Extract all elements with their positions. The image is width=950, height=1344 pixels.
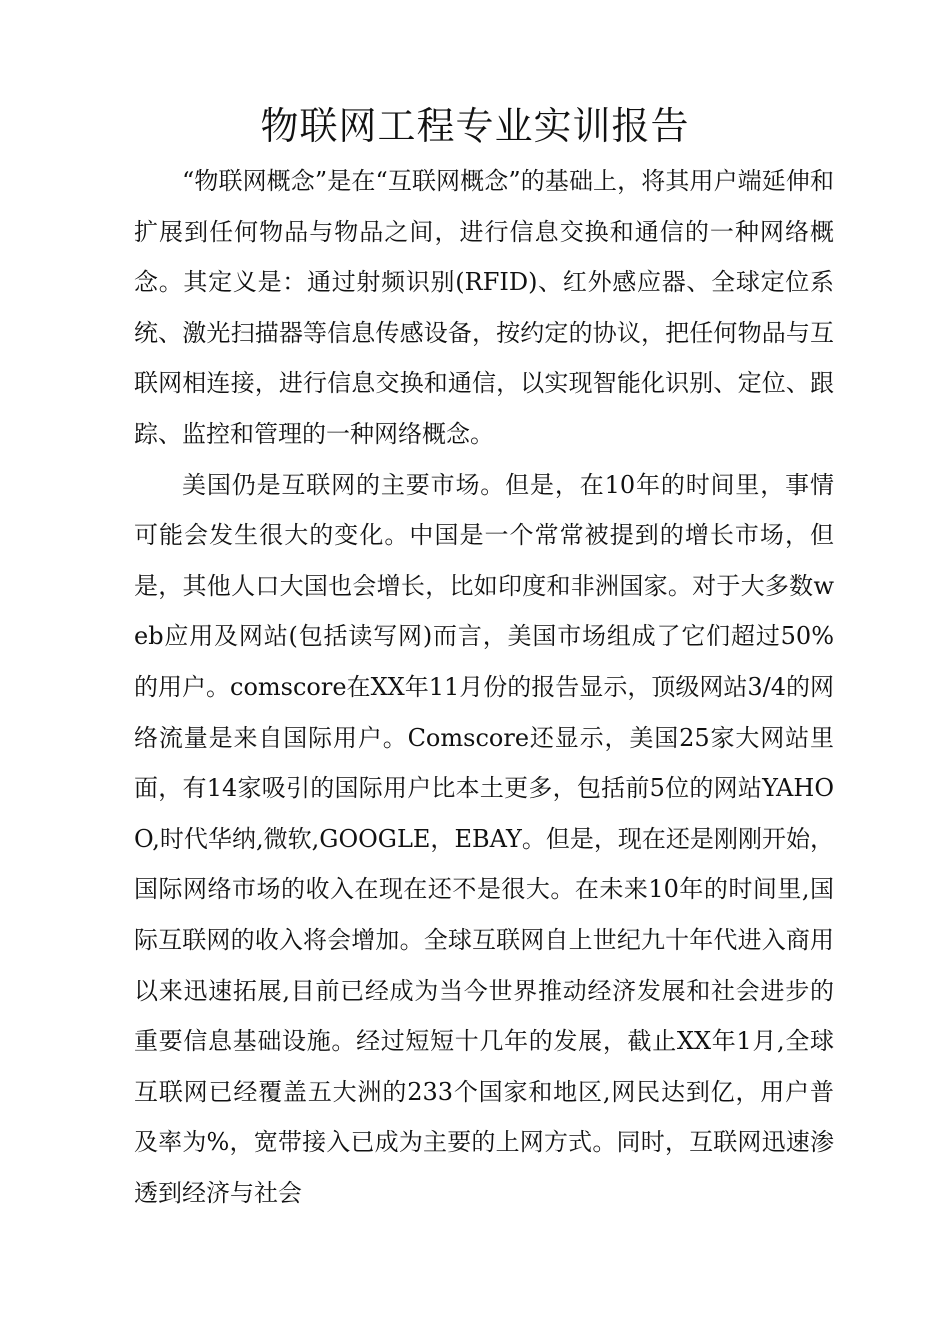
document-body — [134, 156, 834, 1218]
paragraph-iot-concept: “物联网概念”是在“互联网概念”的基础上，将其用户端延伸和扩展到任何物品与物品之间，进行信息交换和通信的一种网络概念。其定义是：通过射频识别(RFID)、红外感应器、全球定位系统、激光扫描器等信息传感设备，按约定的协议，把任何物品与互联网相连接，进行信息交换和通信，以实现智能化识别、定位、跟踪、监控和管理的一种网络概念。 — [134, 167, 834, 448]
paragraph-internet-market: 美国仍是互联网的主要市场。但是，在10年的时间里，事情可能会发生很大的变化。中国是一个常常被提到的增长市场，但是，其他人口大国也会增长，比如印度和非洲国家。对于大多数web应用及网站(包括读写网)而言，美国市场组成了它们超过50%的用户。comscore在XX年11月份的报告显示，顶级网站3/4的网络流量是来自国际用户。Comscore还显示，美国25家大网站里面，有14家吸引的国际用户比本土更多，包括前5位的网站YAHOO,时代华纳,微软,GOOGLE，EBAY。但是，现在还是刚刚开始，国际网络市场的收入在现在还不是很大。在未来10年的时间里,国际互联网的收入将会增加。全球互联网自上世纪九十年代进入商用以来迅速拓展,目前已经成为当今世界推动经济发展和社会进步的重要信息基础设施。经过短短十几年的发展，截止XX年1月,全球互联网已经覆盖五大洲的233个国家和地区,网民达到亿，用户普及率为%，宽带接入已成为主要的上网方式。同时，互联网迅速渗透到经济与社会 — [134, 470, 834, 1207]
page-title: 物联网工程专业实训报告 — [260, 104, 690, 148]
